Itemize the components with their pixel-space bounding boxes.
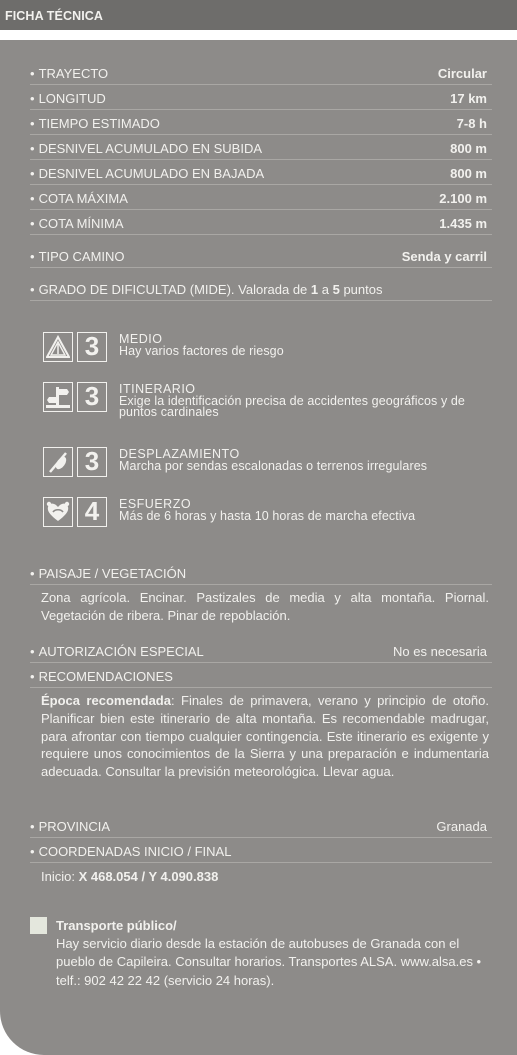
grado-text: puntos bbox=[339, 282, 383, 297]
coordenadas-prefix: Inicio: bbox=[41, 869, 79, 884]
row-value: Granada bbox=[436, 819, 487, 834]
difficulty-level: 3 bbox=[77, 382, 107, 412]
row-label: PAISAJE / VEGETACIÓN bbox=[38, 566, 187, 581]
row-value: 800 m bbox=[450, 166, 487, 181]
row-tiempo-estimado bbox=[30, 110, 492, 135]
transporte-title: Transporte público/ bbox=[56, 918, 177, 933]
header-title: FICHA TÉCNICA bbox=[5, 9, 104, 23]
transporte-block bbox=[56, 917, 490, 990]
difficulty-desc: Hay varios factores de riesgo bbox=[119, 344, 284, 358]
row-value: 1.435 m bbox=[439, 216, 487, 231]
row-autorizacion bbox=[30, 638, 492, 663]
paisaje-text: Zona agrícola. Encinar. Pastizales de media y alta montaña. Piornal. Vegetación de ribera. Pinar de repoblación. bbox=[41, 590, 489, 623]
row-label: DESNIVEL ACUMULADO EN SUBIDA bbox=[38, 141, 263, 156]
row-label: COORDENADAS INICIO / FINAL bbox=[38, 844, 232, 859]
row-label: AUTORIZACIÓN ESPECIAL bbox=[38, 644, 204, 659]
row-label: COTA MÁXIMA bbox=[38, 191, 128, 206]
row-value: 2.100 m bbox=[439, 191, 487, 206]
row-label: TRAYECTO bbox=[38, 66, 109, 81]
grado-max: 5 bbox=[332, 282, 340, 297]
row-paisaje bbox=[30, 560, 492, 585]
row-label: TIEMPO ESTIMADO bbox=[38, 116, 160, 131]
transporte-square-icon bbox=[30, 917, 47, 934]
row-value: 7-8 h bbox=[456, 116, 487, 131]
difficulty-level: 4 bbox=[77, 497, 107, 527]
row-trayecto bbox=[30, 60, 492, 85]
warning-triangle-icon bbox=[43, 332, 73, 362]
difficulty-desc: Marcha por sendas escalonadas o terrenos irregulares bbox=[119, 459, 428, 473]
row-cota-minima bbox=[30, 210, 492, 235]
bullet: • bbox=[30, 819, 35, 834]
row-grado-dificultad bbox=[30, 276, 492, 301]
difficulty-itinerario bbox=[43, 381, 493, 419]
grado-min: 1 bbox=[310, 282, 319, 297]
difficulty-esfuerzo bbox=[43, 497, 493, 531]
bullet: • bbox=[30, 166, 35, 181]
row-label: LONGITUD bbox=[38, 91, 106, 106]
bullet: • bbox=[30, 282, 35, 297]
recomendaciones-lead: Época recomendada bbox=[41, 693, 171, 708]
header-bar bbox=[0, 0, 517, 30]
row-value: Circular bbox=[437, 66, 487, 81]
row-label: RECOMENDACIONES bbox=[38, 669, 173, 684]
difficulty-desc: Más de 6 horas y hasta 10 horas de marcha efectiva bbox=[119, 509, 416, 523]
row-value: No es necesaria bbox=[393, 644, 487, 659]
recomendaciones-body: : Finales de primavera, verano y principio de otoño. Planificar bien este itinerario de alta montaña. Es recomendable madrugar, para afrontar con tiempo cualquier contingencia. Este itinerario es exigente y requiere unos conocimientos de la Sierra y una preparación e indumentaria adecuada. Consultar la previsión meteorológica. Llevar agua. bbox=[41, 693, 490, 780]
bullet: • bbox=[30, 191, 35, 206]
footprint-icon bbox=[43, 447, 73, 477]
row-value: Senda y carril bbox=[401, 249, 487, 264]
coordenadas-value: X 468.054 / Y 4.090.838 bbox=[78, 869, 219, 884]
difficulty-title: MEDIO bbox=[119, 332, 163, 346]
recomendaciones-text bbox=[41, 692, 489, 781]
bullet: • bbox=[30, 844, 35, 859]
grado-text: a bbox=[318, 282, 333, 297]
difficulty-level: 3 bbox=[77, 447, 107, 477]
row-value: 17 km bbox=[450, 91, 487, 106]
bullet: • bbox=[30, 116, 35, 131]
signpost-icon bbox=[43, 382, 73, 412]
difficulty-title: ITINERARIO bbox=[119, 382, 196, 396]
row-recomendaciones bbox=[30, 663, 492, 688]
difficulty-level: 3 bbox=[77, 332, 107, 362]
difficulty-desplazamiento bbox=[43, 447, 493, 481]
row-label: TIPO CAMINO bbox=[38, 249, 125, 264]
bullet: • bbox=[30, 66, 35, 81]
row-desnivel-bajada bbox=[30, 160, 492, 185]
difficulty-medio bbox=[43, 332, 493, 366]
difficulty-title: DESPLAZAMIENTO bbox=[119, 447, 240, 461]
row-label: PROVINCIA bbox=[38, 819, 111, 834]
difficulty-title: ESFUERZO bbox=[119, 497, 192, 511]
row-coordenadas bbox=[30, 838, 492, 863]
grado-text: GRADO DE DIFICULTAD (MIDE). Valorada de bbox=[38, 282, 311, 297]
transporte-text: Hay servicio diario desde la estación de autobuses de Granada con el pueblo de Capileira. Consultar horarios. Transportes ALSA. www.alsa.es • telf.: 902 42 22 42 (servicio 24 horas). bbox=[56, 936, 482, 988]
coordenadas-inicio bbox=[41, 869, 218, 884]
bullet: • bbox=[30, 216, 35, 231]
bullet: • bbox=[30, 91, 35, 106]
header-divider bbox=[0, 30, 517, 40]
bullet: • bbox=[30, 141, 35, 156]
bullet: • bbox=[30, 669, 35, 684]
bullet: • bbox=[30, 644, 35, 659]
difficulty-desc: Exige la identificación precisa de accidentes geográficos y de puntos cardinales bbox=[119, 394, 465, 419]
row-cota-maxima bbox=[30, 185, 492, 210]
row-label: COTA MÍNIMA bbox=[38, 216, 124, 231]
heart-effort-icon bbox=[43, 497, 73, 527]
bullet: • bbox=[30, 566, 35, 581]
row-longitud bbox=[30, 85, 492, 110]
row-value: 800 m bbox=[450, 141, 487, 156]
row-tipo-camino bbox=[30, 243, 492, 268]
row-label: DESNIVEL ACUMULADO EN BAJADA bbox=[38, 166, 265, 181]
row-desnivel-subida bbox=[30, 135, 492, 160]
row-provincia bbox=[30, 813, 492, 838]
bullet: • bbox=[30, 249, 35, 264]
